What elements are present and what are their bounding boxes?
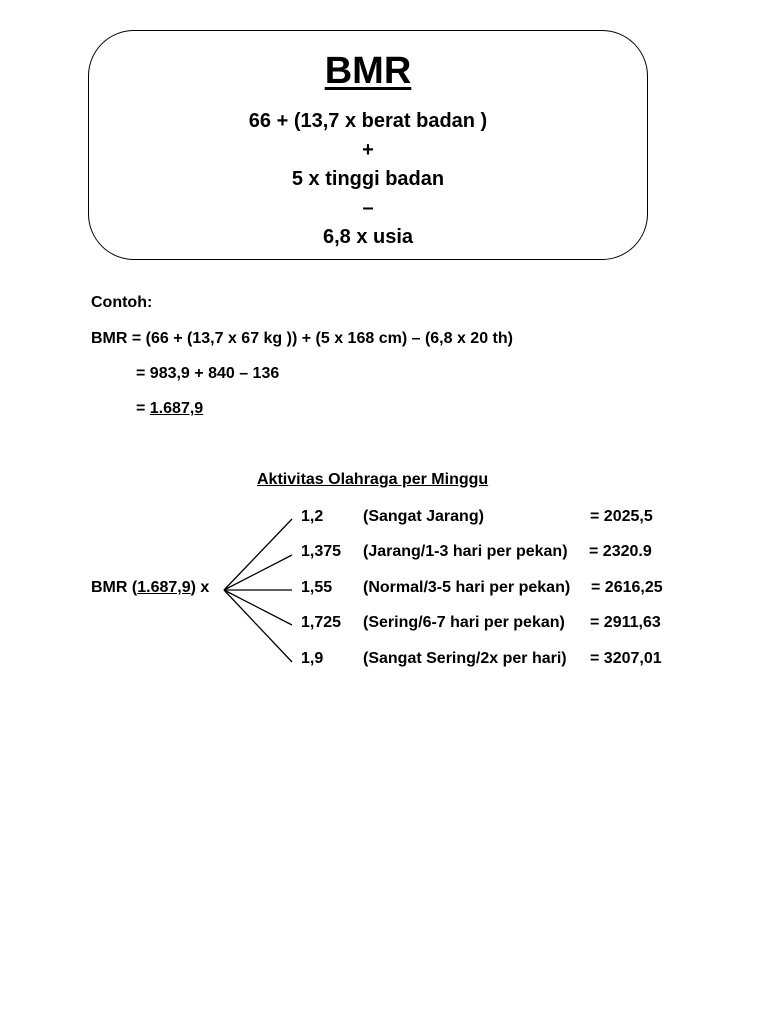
activity-row-factor: 1,725 <box>301 614 342 631</box>
activity-title: Aktivitas Olahraga per Minggu <box>257 471 489 488</box>
branch-line-1 <box>224 519 292 590</box>
activity-row-result: = 2911,63 <box>590 614 661 631</box>
formula-line-3: 6,8 x usia <box>322 226 414 248</box>
formula-operator-plus: + <box>362 139 374 161</box>
branch-line-5 <box>224 590 292 662</box>
activity-bmr-suffix: ) x <box>190 579 210 596</box>
example-step-1: BMR = (66 + (13,7 x 67 kg )) + (5 x 168 cm) – (6,8 x 20 th) <box>91 330 513 347</box>
activity-row-desc: (Sangat Sering/2x per hari) <box>363 650 567 667</box>
activity-bmr-prefix: BMR ( <box>91 579 138 596</box>
example-heading: Contoh: <box>91 294 153 311</box>
example-result: 1.687,9 <box>149 400 204 417</box>
activity-row-result: = 2320.9 <box>589 543 652 560</box>
formula-line-2: 5 x tinggi badan <box>291 168 445 190</box>
activity-row-desc: (Jarang/1-3 hari per pekan) <box>363 543 568 560</box>
example-step-2: = 983,9 + 840 – 136 <box>136 365 280 382</box>
activity-row-result: = 3207,01 <box>590 650 662 667</box>
example-step-3-prefix: = <box>136 400 150 417</box>
activity-row-factor: 1,2 <box>301 508 324 525</box>
activity-row-factor: 1,9 <box>301 650 324 667</box>
formula-line-1: 66 + (13,7 x berat badan ) <box>248 110 488 132</box>
formula-title: BMR <box>324 50 412 92</box>
activity-row-desc: (Sering/6-7 hari per pekan) <box>363 614 565 631</box>
activity-row-factor: 1,55 <box>301 579 333 596</box>
branch-line-2 <box>224 555 292 590</box>
activity-row-desc: (Sangat Jarang) <box>363 508 484 525</box>
branch-line-4 <box>224 590 292 625</box>
activity-row-desc: (Normal/3-5 hari per pekan) <box>363 579 571 596</box>
formula-operator-minus: – <box>362 197 374 219</box>
activity-row-result: = 2025,5 <box>590 508 653 525</box>
activity-bmr-value: 1.687,9 <box>137 579 191 596</box>
activity-row-factor: 1,375 <box>301 543 342 560</box>
activity-row-result: = 2616,25 <box>591 579 663 596</box>
